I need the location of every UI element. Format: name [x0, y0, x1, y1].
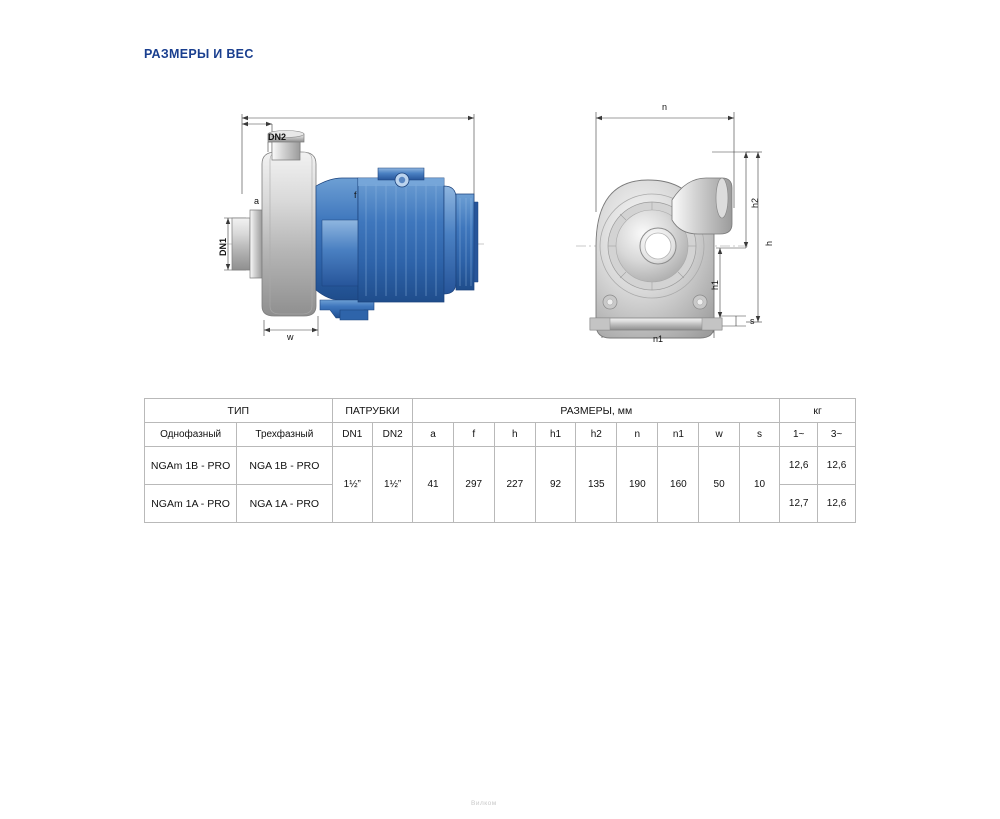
cell-weight-1ph: 12,6: [780, 447, 818, 485]
dim-label-a: a: [254, 196, 260, 206]
cell-f: 297: [453, 447, 494, 523]
cell-dn2: 1½”: [372, 447, 412, 523]
header-weight: кг: [780, 399, 856, 423]
dim-label-n1: n1: [653, 334, 664, 344]
cell-single-phase: NGAm 1A - PRO: [145, 485, 237, 523]
pump-front-view: [590, 178, 732, 338]
header-three-phase: Трехфазный: [237, 423, 332, 447]
cell-dn1: 1½”: [332, 447, 372, 523]
dim-label-w: w: [287, 332, 294, 342]
header-h1: h1: [535, 423, 575, 447]
pump-side-view: [232, 131, 478, 321]
header-weight-1ph: 1~: [780, 423, 818, 447]
dim-label-s: s: [750, 316, 755, 326]
cell-weight-3ph: 12,6: [818, 447, 856, 485]
header-dn2: DN2: [372, 423, 412, 447]
cell-s: 10: [739, 447, 779, 523]
dim-label-dn1: DN1: [218, 237, 228, 256]
drawing-svg: [144, 90, 856, 375]
header-single-phase: Однофазный: [145, 423, 237, 447]
header-s: s: [739, 423, 779, 447]
header-a: a: [413, 423, 453, 447]
dim-label-n: n: [662, 102, 668, 112]
cell-n: 190: [617, 447, 658, 523]
cell-single-phase: NGAm 1B - PRO: [145, 447, 237, 485]
header-h: h: [494, 423, 535, 447]
header-f: f: [453, 423, 494, 447]
header-dn1: DN1: [332, 423, 372, 447]
cell-three-phase: NGA 1B - PRO: [237, 447, 332, 485]
cell-three-phase: NGA 1A - PRO: [237, 485, 332, 523]
header-type: ТИП: [145, 399, 333, 423]
technical-drawings: [144, 90, 856, 375]
dimensions-table: [144, 398, 856, 523]
header-n: n: [617, 423, 658, 447]
dim-label-h2: h2: [750, 197, 760, 208]
header-w: w: [699, 423, 739, 447]
cell-a: 41: [413, 447, 453, 523]
cell-weight-1ph: 12,7: [780, 485, 818, 523]
header-dimensions: РАЗМЕРЫ, мм: [413, 399, 780, 423]
dim-label-dn2: DN2: [268, 132, 287, 142]
cell-h: 227: [494, 447, 535, 523]
cell-h1: 92: [535, 447, 575, 523]
dimensions-table-wrapper: [144, 398, 856, 523]
cell-w: 50: [699, 447, 739, 523]
dim-label-h: h: [764, 240, 774, 246]
page-title: РАЗМЕРЫ И ВЕС: [144, 47, 254, 61]
cell-h2: 135: [576, 447, 617, 523]
cell-n1: 160: [658, 447, 699, 523]
table-sub-header-row: [145, 423, 856, 447]
cell-weight-3ph: 12,6: [818, 485, 856, 523]
table-group-header-row: [145, 399, 856, 423]
header-ports: ПАТРУБКИ: [332, 399, 413, 423]
header-h2: h2: [576, 423, 617, 447]
watermark: Вилком: [471, 800, 497, 807]
dim-label-f: f: [354, 190, 357, 200]
header-n1: n1: [658, 423, 699, 447]
header-weight-3ph: 3~: [818, 423, 856, 447]
table-row: [145, 447, 856, 485]
dim-label-h1: h1: [710, 279, 720, 290]
